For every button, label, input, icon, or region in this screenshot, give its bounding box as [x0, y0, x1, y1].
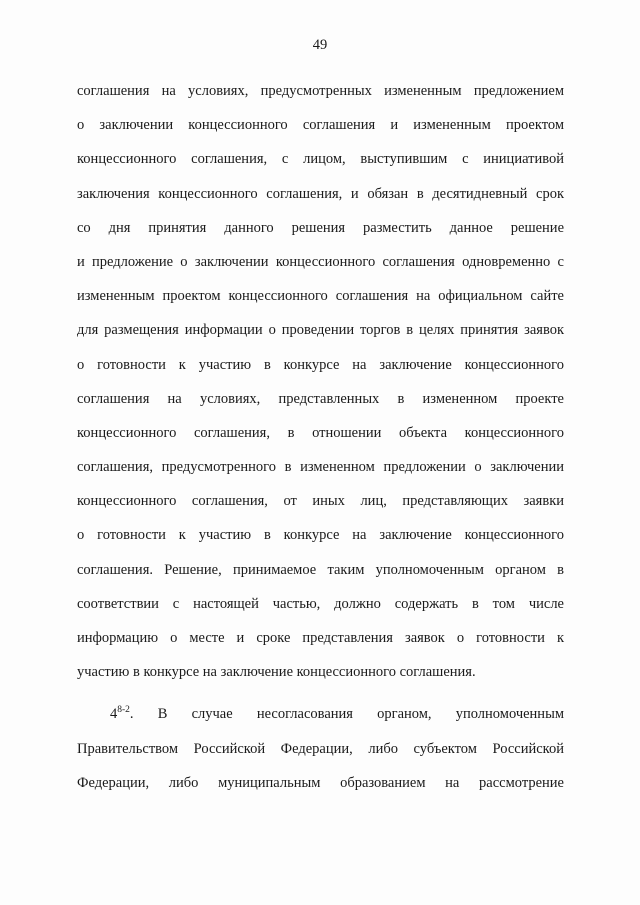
text-line: соглашения. Решение, принимаемое таким уполномоченным органом в	[77, 561, 564, 578]
paragraph	[77, 697, 564, 800]
text-line: участию в конкурсе на заключение концессионного соглашения.	[77, 664, 476, 681]
text-line	[77, 697, 564, 731]
text-line: о готовности к участию в конкурсе на заключение концессионного	[77, 356, 564, 373]
text-line: измененным проектом концессионного соглашения на официальном сайте	[77, 288, 564, 305]
text-run: . В случае несогласования органом, уполномоченным	[129, 706, 564, 723]
text-line: информацию о месте и сроке представления заявок о готовности к	[77, 630, 564, 646]
page-number: 49	[312, 37, 328, 53]
clause-number: 4	[110, 706, 118, 723]
text-line: соглашения, предусмотренного в измененном предложении о заключении	[77, 459, 564, 476]
text-line: Правительством Российской Федерации, либо субъектом Российской	[77, 740, 564, 757]
paragraph	[77, 74, 564, 689]
text-line: концессионного соглашения, от иных лиц, представляющих заявки	[77, 493, 564, 510]
text-line: заключения концессионного соглашения, и обязан в десятидневный срок	[77, 185, 564, 202]
clause-superscript: 8-2	[117, 704, 130, 715]
text-line: соглашения на условиях, предусмотренных измененным предложением	[77, 83, 564, 99]
text-line: о готовности к участию в конкурсе на заключение концессионного	[77, 527, 564, 544]
text-line: концессионного соглашения, в отношении объекта концессионного	[77, 424, 564, 441]
text-line: соглашения на условиях, представленных в измененном проекте	[77, 390, 564, 407]
text-line: Федерации, либо муниципальным образованием на рассмотрение	[77, 774, 564, 791]
document-body	[77, 74, 564, 800]
text-line: концессионного соглашения, с лицом, выступившим с инициативой	[77, 151, 564, 168]
text-line: соответствии с настоящей частью, должно содержать в том числе	[77, 595, 564, 612]
text-line: о заключении концессионного соглашения и измененным проектом	[77, 117, 564, 134]
paragraph-gap	[77, 689, 564, 697]
text-line: для размещения информации о проведении торгов в целях принятия заявок	[77, 322, 564, 339]
text-line: и предложение о заключении концессионного соглашения одновременно с	[77, 253, 564, 270]
text-line: со дня принятия данного решения разместить данное решение	[77, 219, 564, 236]
